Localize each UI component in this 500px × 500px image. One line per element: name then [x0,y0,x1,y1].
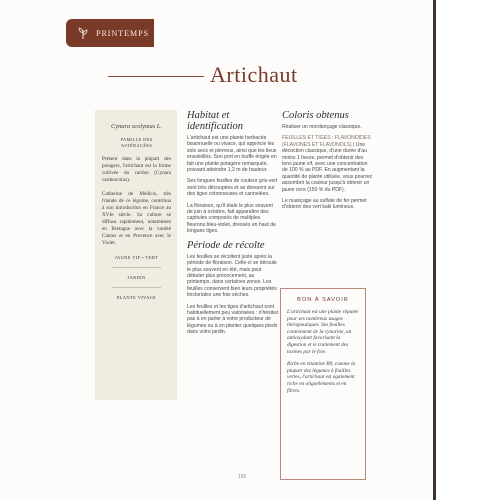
paragraph: La floraison, qu'il étale le plus souvent de juin à octobre, fait apparaître des capitules composés de multiples fleurons bleu-violet, dressés en haut de longues tiges. [187,202,276,235]
page-number: 156 [238,474,247,480]
title-rule [108,76,204,77]
divider [112,287,161,288]
family-line: FAMILLE DES [120,137,153,142]
dye-description: Une décoction classique, d'une durée d'au moins 1 heure, permet d'obtenir des tons jaune vif, avec une concentration de 100 % au PDF. En augmentant la quantité de plante utilisée, vous pourrez assombrir la couleur jusqu'à obtenir un jaune ocre (150 % du PDF). [282,141,373,193]
text-column-2 [282,110,374,216]
plant-icon [76,26,90,40]
paragraph: Ses longues feuilles de couleur gris-vert sont très découpées et se dressent sur des tiges cotonneuses et cannelées. [187,178,278,198]
family-line: ASTÉRACÉES [120,143,153,148]
section-tab [66,19,154,47]
section-label: PRINTEMPS [96,28,150,38]
paragraph: Les feuilles et les tiges d'artichaut sont habituellement peu valorisées : n'hésitez pas à en parler à votre producteur de légumes ou à en planter quelques pieds dans votre jardin. [187,303,279,336]
location-tag: JARDIN [127,275,146,280]
sidebar-paragraph: Catherine de Médicis, très friande de ce légume, contribua à son introduction en France au XVIe siècle. Sa culture se diffusa rapidement, notamment en Bretagne avec la variété Camus et en Provence avec le Violet. [102,191,171,246]
tip-box-title: BON À SAVOIR [297,297,349,303]
heading-coloris: Coloris obtenus [282,110,349,121]
paragraph: Le nuançage au sulfate de fer permet d'obtenir des vert kaki lumineux. [282,198,367,211]
paragraph: FEUILLES ET TIGES : FLAVONOIDES (FLAVONES ET FLAVONOLS) | Une décoction classique, d'une durée d'au moins 1 heure, permet d'obtenir des tons jaune vif, avec une concentration de 100 % au PDF. En augmentant la quantité de plante utilisée, vous pourrez assombrir la couleur jusqu'à obtenir un jaune ocre (150 % du PDF). [282,135,373,193]
color-tag: JAUNE VIF • VERT [114,255,159,260]
family-label [102,137,171,149]
tip-paragraph: Riche en vitamine B9, comme la plupart des légumes à feuilles vertes, l'artichaut est également riche en oligoéléments et en fibres. [287,361,356,394]
paragraph: Les feuilles se récoltent juste après la période de floraison. Celle-ci se déroule le plus souvent en été, mais peut débuter plus précocement, au printemps, dans certaines zones. Les feuilles conservent bien leurs propriétés tinctoriales une fois sèches. [187,253,277,299]
heading-habitat: Habitat et identification [187,110,243,132]
species-sidebar [95,110,177,400]
species-name: Cynara scolymus L. [111,123,162,130]
dye-part-label: FEUILLES ET TIGES : FLAVONOIDES (FLAVONES ET FLAVONOLS) [282,135,371,148]
text-column-1 [187,110,279,341]
type-tag: PLANTE VIVACE [116,295,157,300]
margin [436,0,500,500]
page-title: Artichaut [210,62,298,87]
divider [112,267,161,268]
paragraph: L'artichaut est une plante herbacée bisannuelle ou vivace, qui apprécie les sols secs et pierreux, ainsi que les lieux ensoleillés. Son port en touffe érigée en fait une plante potagère remarquée, pouvant atteindre 1,2 m de hauteur. [187,135,277,174]
tip-paragraph: L'artichaut est une plante réputée pour ses nombreux usages thérapeutiques. Ses feuilles contiennent de la cynarine, un antioxydant favorisant la digestion et le traitement des toxines par le foie. [287,309,359,355]
tip-box [280,288,366,480]
paragraph: Réaliser un mordançage classique. [282,124,362,130]
sidebar-paragraph: Présent dans la plupart des potagers, l'artichaut est la forme cultivée du cardon (Cynara cardunculus). [102,156,171,183]
heading-recolte: Période de récolte [187,239,265,251]
